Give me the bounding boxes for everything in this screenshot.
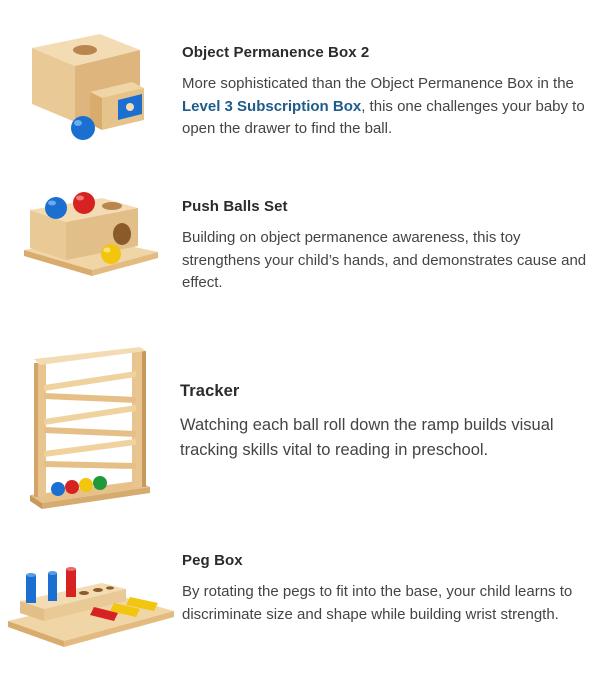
product-text: [180, 382, 590, 463]
product-description: By rotating the pegs to fit into the base, your child learns to discriminate size and shape while building wrist strength.: [182, 583, 573, 623]
product-item-peg-box: [0, 552, 600, 675]
product-title: Tracker: [180, 382, 240, 400]
description-text: , this one challenges your baby to open the drawer to find the ball.: [182, 97, 585, 137]
product-item-object-permanence-box: [0, 30, 600, 150]
description-text: More sophisticated than the Object Permanence Box in the: [182, 75, 574, 92]
level-3-subscription-link[interactable]: Level 3 Subscription Box: [182, 97, 362, 115]
product-description: Building on object permanence awareness, this toy strengthens your child’s hands, and demonstrates cause and effect.: [182, 229, 587, 291]
product-title: Object Permanence Box 2: [182, 44, 370, 61]
peg-box-icon: [6, 555, 176, 660]
product-text: [182, 552, 592, 626]
product-text: [182, 198, 592, 295]
product-title: Peg Box: [182, 552, 243, 569]
product-description: [182, 73, 592, 141]
object-permanence-box-icon: [20, 30, 155, 150]
product-item-push-balls-set: [0, 190, 600, 300]
product-title: Push Balls Set: [182, 198, 288, 215]
product-description: Watching each ball roll down the ramp builds visual tracking skills vital to reading in preschool.: [180, 416, 554, 459]
tracker-ramp-icon: [28, 345, 153, 515]
product-item-tracker: [0, 345, 600, 515]
push-balls-set-icon: [22, 190, 162, 295]
product-text: [182, 44, 592, 141]
